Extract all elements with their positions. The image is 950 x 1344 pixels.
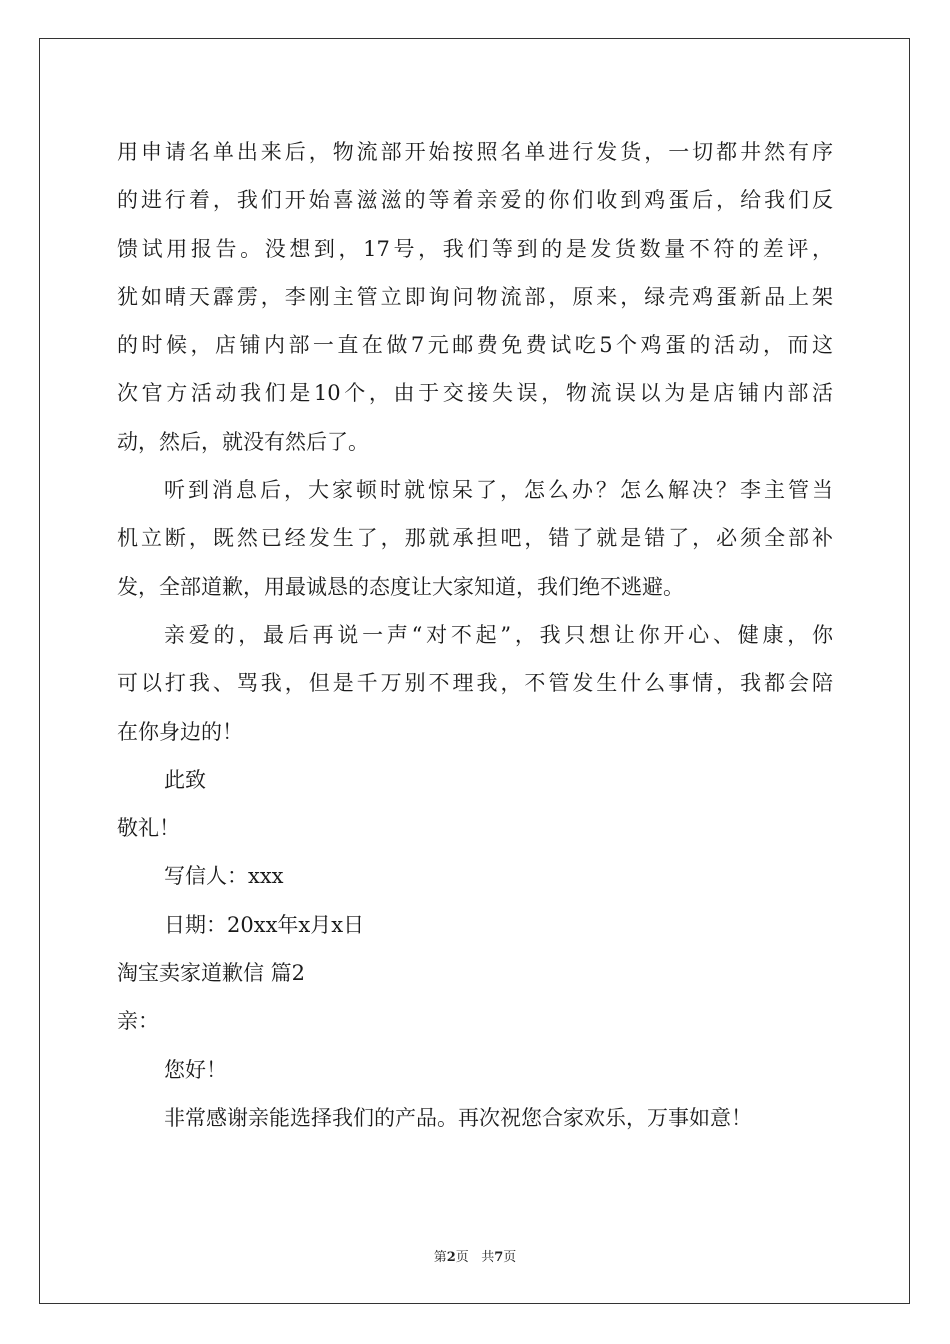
footer-total-pages: 7: [494, 1250, 504, 1265]
closing-salutation: 此致: [164, 767, 206, 792]
closing-writer: 写信人：xxx: [164, 864, 284, 889]
document-body: [117, 128, 833, 1142]
paragraph-line: 犹如晴天霹雳，李刚主管立即询问物流部，原来，绿壳鸡蛋新品上架: [117, 284, 833, 309]
paragraph-2: [117, 466, 833, 611]
footer-prefix: 第: [433, 1250, 447, 1265]
paragraph-3: [117, 611, 833, 756]
paragraph-line: 次官方活动我们是10个，由于交接失误，物流误以为是店铺内部活: [117, 381, 833, 406]
paragraph-line: 馈试用报告。没想到，17号，我们等到的是发货数量不符的差评，: [117, 236, 833, 261]
paragraph-line: 在你身边的！: [117, 719, 243, 744]
closing-date: 日期：20xx年x月x日: [164, 912, 365, 937]
paragraph-line: 机立断，既然已经发生了，那就承担吧，错了就是错了，必须全部补: [117, 526, 833, 551]
paragraph-line: 亲爱的，最后再说一声“对不起”，我只想让你开心、健康，你: [164, 622, 833, 647]
paragraph-1: [117, 128, 833, 466]
letter-hello: 您好！: [164, 1057, 227, 1082]
footer-current-page: 2: [446, 1250, 456, 1265]
footer-total-unit: 页: [503, 1250, 517, 1265]
paragraph-line: 听到消息后，大家顿时就惊呆了，怎么办？怎么解决？李主管当: [164, 478, 833, 503]
page-footer: [0, 1246, 950, 1265]
paragraph-line: 的进行着，我们开始喜滋滋的等着亲爱的你们收到鸡蛋后，给我们反: [117, 188, 833, 213]
paragraph-line: 的时候，店铺内部一直在做7元邮费免费试吃5个鸡蛋的活动，而这: [117, 333, 833, 358]
paragraph-line: 可以打我、骂我，但是千万别不理我，不管发生什么事情，我都会陪: [117, 671, 833, 696]
footer-total-prefix: 共: [481, 1250, 495, 1265]
section-title: 淘宝卖家道歉信 篇2: [117, 961, 306, 986]
paragraph-line: 动，然后，就没有然后了。: [117, 429, 369, 454]
paragraph-line: 用申请名单出来后，物流部开始按照名单进行发货，一切都井然有序: [117, 140, 833, 164]
footer-page-unit: 页: [455, 1250, 469, 1265]
letter-greeting: 亲：: [117, 1009, 159, 1034]
letter-body-line: 非常感谢亲能选择我们的产品。再次祝您合家欢乐，万事如意！: [164, 1105, 752, 1130]
closing-respect: 敬礼！: [117, 816, 180, 841]
paragraph-line: 发，全部道歉，用最诚恳的态度让大家知道，我们绝不逃避。: [117, 574, 684, 599]
